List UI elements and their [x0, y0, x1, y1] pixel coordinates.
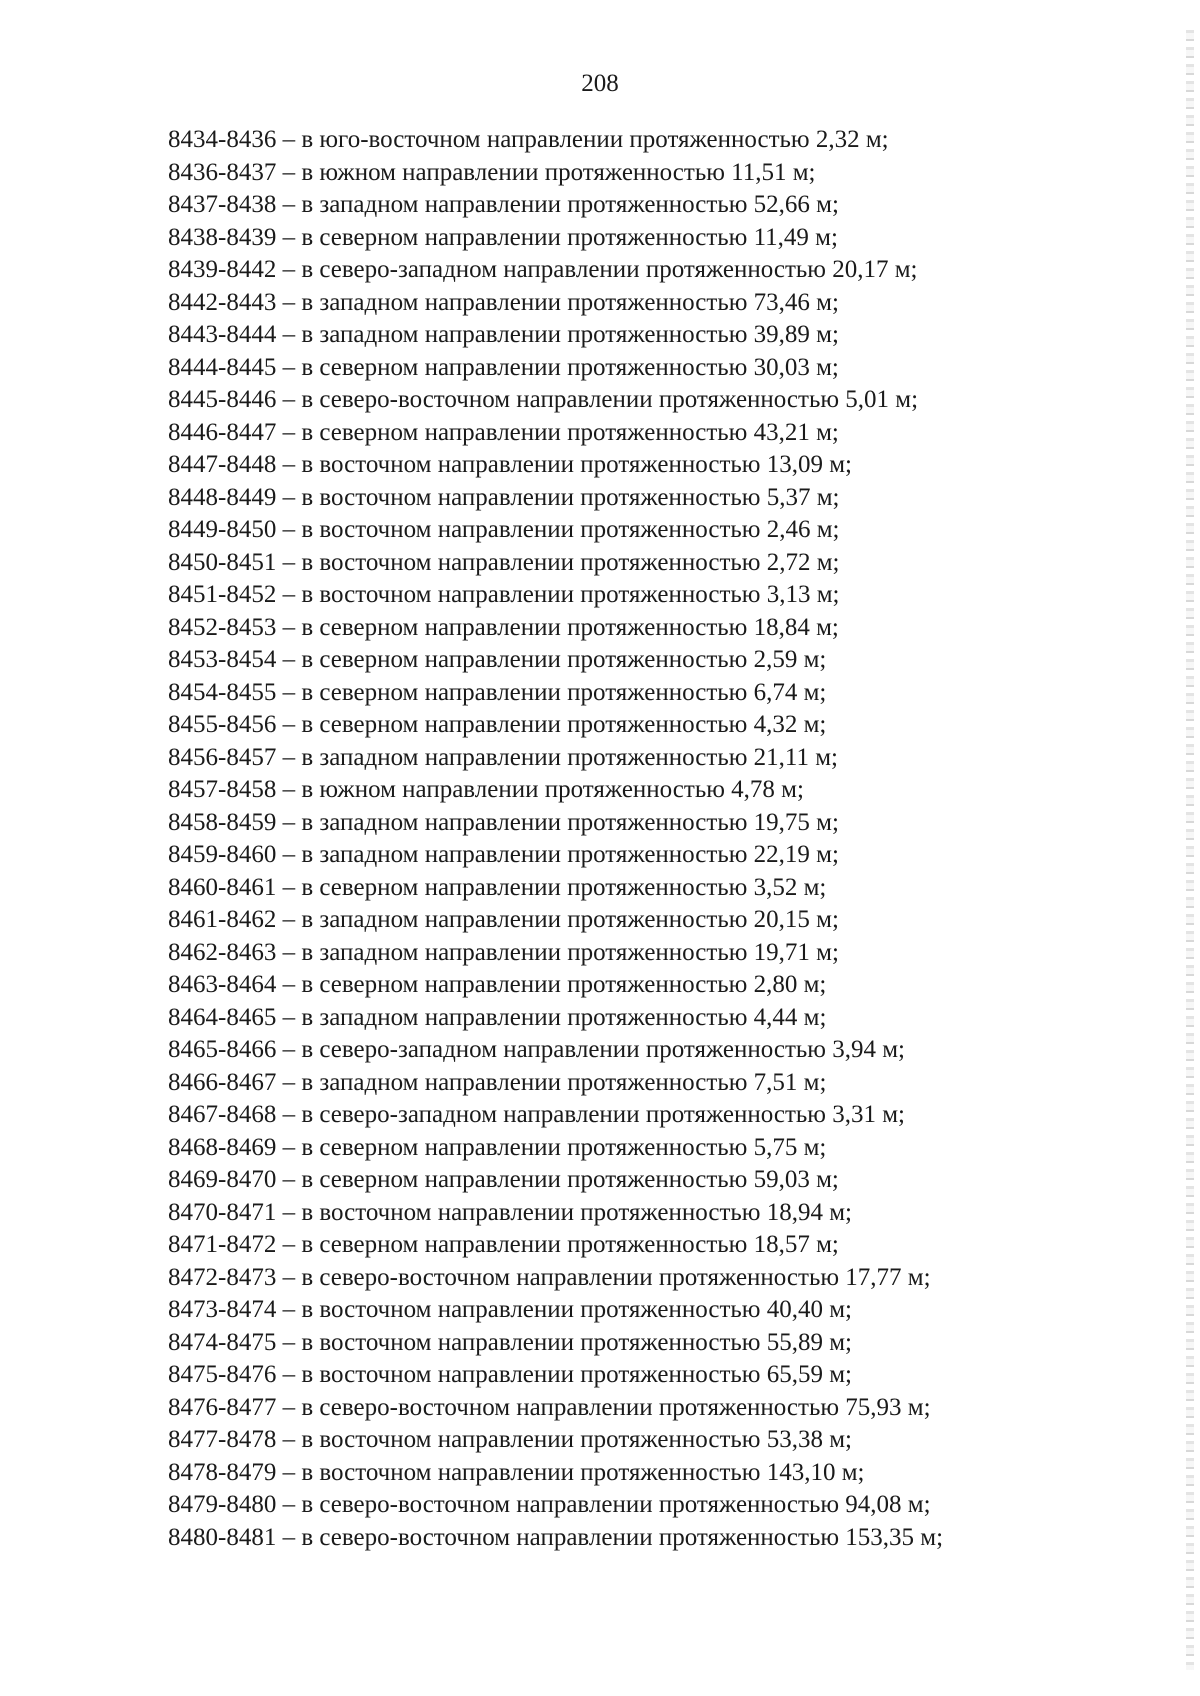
boundary-segment-entry: 8437-8438 – в западном направлении протяженностью 52,66 м; — [168, 191, 839, 218]
boundary-segment-entry: 8476-8477 – в северо-восточном направлении протяженностью 75,93 м; — [168, 1393, 931, 1421]
page-number: 208 — [581, 70, 619, 97]
boundary-segment-entry: 8436-8437 – в южном направлении протяженностью 11,51 м; — [168, 158, 816, 186]
boundary-segment-entry: 8448-8449 – в восточном направлении протяженностью 5,37 м; — [168, 483, 840, 511]
boundary-segment-entry: 8450-8451 – в восточном направлении протяженностью 2,72 м; — [168, 548, 840, 576]
boundary-segment-entry: 8466-8467 – в западном направлении протяженностью 7,51 м; — [168, 1068, 827, 1096]
boundary-segment-list — [168, 124, 943, 1554]
boundary-segment-entry: 8474-8475 – в восточном направлении протяженностью 55,89 м; — [168, 1328, 852, 1356]
boundary-segment-entry: 8460-8461 – в северном направлении протяженностью 3,52 м; — [168, 873, 827, 901]
boundary-segment-entry: 8480-8481 – в северо-восточном направлении протяженностью 153,35 м; — [168, 1523, 944, 1551]
boundary-segment-entry: 8465-8466 – в северо-западном направлении протяженностью 3,94 м; — [168, 1036, 905, 1063]
boundary-segment-entry: 8478-8479 – в восточном направлении протяженностью 143,10 м; — [168, 1458, 865, 1486]
boundary-segment-entry: 8468-8469 – в северном направлении протяженностью 5,75 м; — [168, 1133, 827, 1161]
boundary-segment-entry: 8449-8450 – в восточном направлении протяженностью 2,46 м; — [168, 516, 840, 543]
boundary-segment-entry: 8471-8472 – в северном направлении протяженностью 18,57 м; — [168, 1231, 839, 1258]
boundary-segment-entry: 8443-8444 – в западном направлении протяженностью 39,89 м; — [168, 321, 839, 348]
boundary-segment-entry: 8454-8455 – в северном направлении протяженностью 6,74 м; — [168, 678, 827, 706]
boundary-segment-entry: 8458-8459 – в западном направлении протяженностью 19,75 м; — [168, 808, 839, 836]
boundary-segment-entry: 8475-8476 – в восточном направлении протяженностью 65,59 м; — [168, 1361, 852, 1388]
boundary-segment-entry: 8464-8465 – в западном направлении протяженностью 4,44 м; — [168, 1003, 827, 1031]
boundary-segment-entry: 8461-8462 – в западном направлении протяженностью 20,15 м; — [168, 906, 839, 933]
boundary-segment-entry: 8453-8454 – в северном направлении протяженностью 2,59 м; — [168, 646, 827, 673]
boundary-segment-entry: 8457-8458 – в южном направлении протяженностью 4,78 м; — [168, 776, 804, 803]
boundary-segment-entry: 8470-8471 – в восточном направлении протяженностью 18,94 м; — [168, 1198, 852, 1226]
boundary-segment-entry: 8467-8468 – в северо-западном направлении протяженностью 3,31 м; — [168, 1101, 905, 1128]
boundary-segment-entry: 8469-8470 – в северном направлении протяженностью 59,03 м; — [168, 1166, 839, 1193]
boundary-segment-entry: 8463-8464 – в северном направлении протяженностью 2,80 м; — [168, 971, 827, 998]
boundary-segment-entry: 8434-8436 – в юго-восточном направлении протяженностью 2,32 м; — [168, 126, 889, 153]
boundary-segment-entry: 8445-8446 – в северо-восточном направлении протяженностью 5,01 м; — [168, 386, 919, 413]
scan-edge-artifact — [1186, 30, 1194, 1670]
boundary-segment-entry: 8455-8456 – в северном направлении протяженностью 4,32 м; — [168, 711, 827, 738]
boundary-segment-entry: 8472-8473 – в северо-восточном направлении протяженностью 17,77 м; — [168, 1263, 931, 1291]
boundary-segment-entry: 8451-8452 – в восточном направлении протяженностью 3,13 м; — [168, 581, 840, 608]
boundary-segment-entry: 8479-8480 – в северо-восточном направлении протяженностью 94,08 м; — [168, 1491, 931, 1518]
boundary-segment-entry: 8442-8443 – в западном направлении протяженностью 73,46 м; — [168, 288, 839, 316]
boundary-segment-entry: 8447-8448 – в восточном направлении протяженностью 13,09 м; — [168, 451, 852, 478]
boundary-segment-entry: 8444-8445 – в северном направлении протяженностью 30,03 м; — [168, 353, 839, 381]
boundary-segment-entry: 8439-8442 – в северо-западном направлении протяженностью 20,17 м; — [168, 256, 918, 283]
boundary-segment-entry: 8446-8447 – в северном направлении протяженностью 43,21 м; — [168, 418, 839, 446]
boundary-segment-entry: 8438-8439 – в северном направлении протяженностью 11,49 м; — [168, 223, 838, 251]
boundary-segment-entry: 8477-8478 – в восточном направлении протяженностью 53,38 м; — [168, 1426, 852, 1453]
boundary-segment-entry: 8452-8453 – в северном направлении протяженностью 18,84 м; — [168, 613, 839, 641]
boundary-segment-entry: 8459-8460 – в западном направлении протяженностью 22,19 м; — [168, 841, 839, 868]
boundary-segment-entry: 8473-8474 – в восточном направлении протяженностью 40,40 м; — [168, 1296, 852, 1323]
boundary-segment-entry: 8462-8463 – в западном направлении протяженностью 19,71 м; — [168, 938, 839, 966]
boundary-segment-entry: 8456-8457 – в западном направлении протяженностью 21,11 м; — [168, 743, 838, 771]
